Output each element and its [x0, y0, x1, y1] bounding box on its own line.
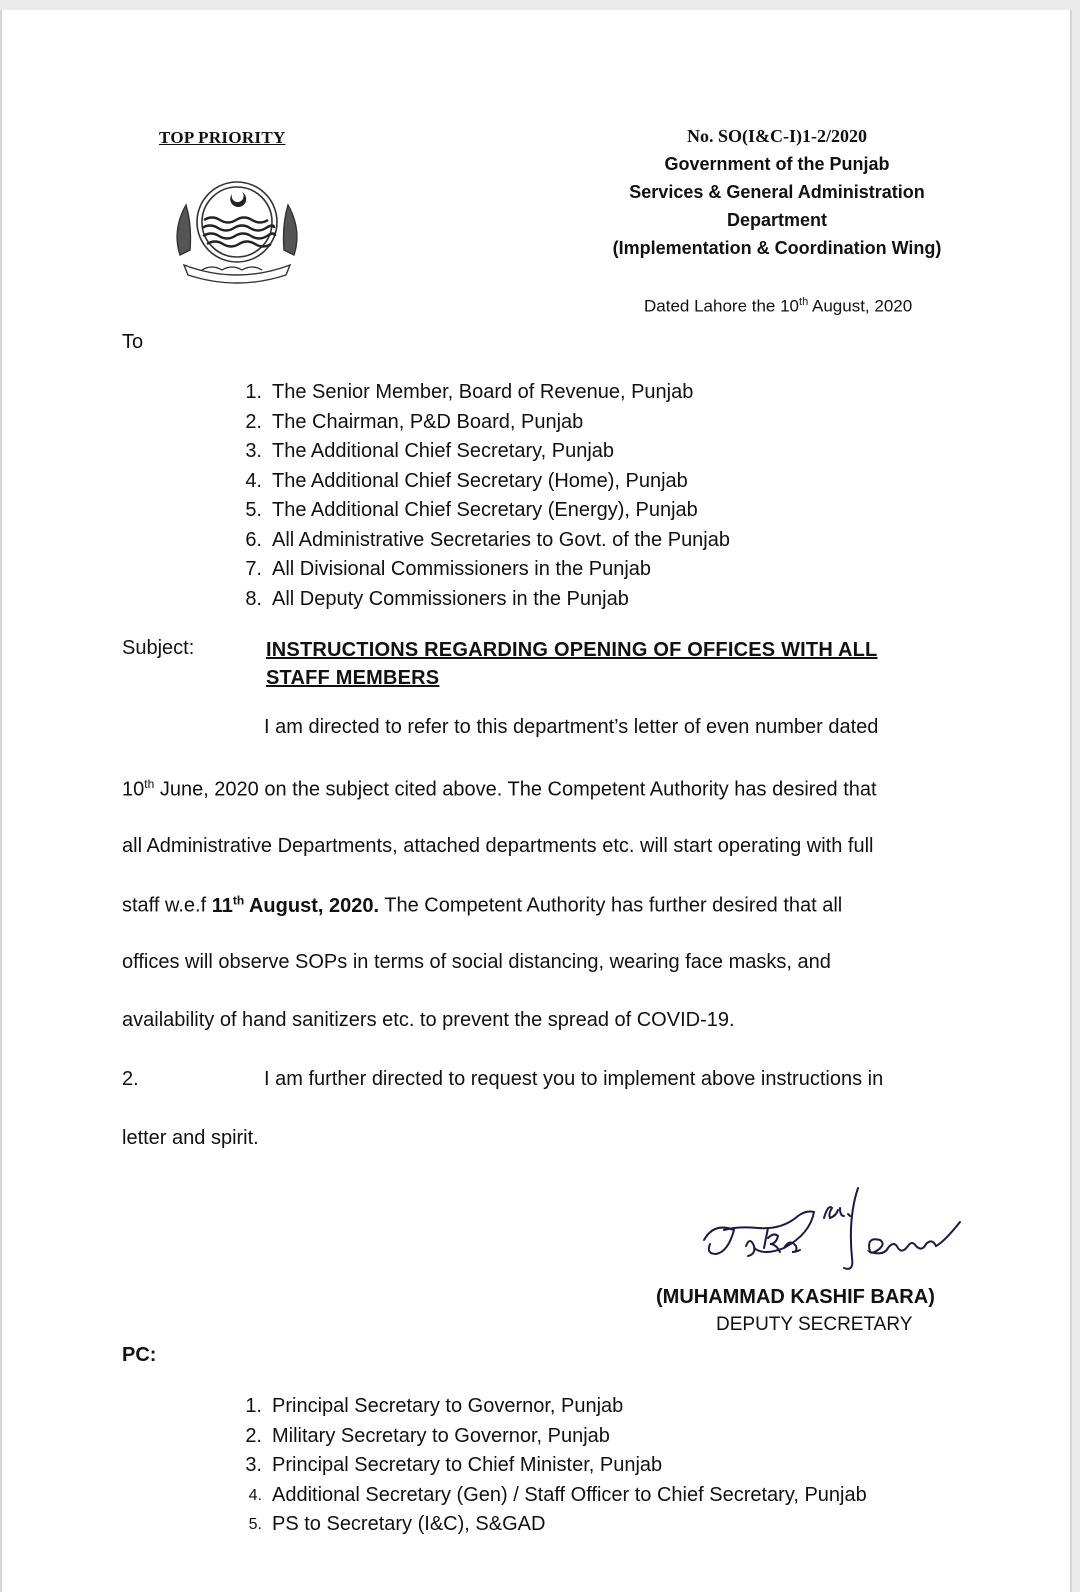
subject-line1: INSTRUCTIONS REGARDING OPENING OF OFFICES WITH ALL: [266, 639, 878, 661]
government-name: Government of the Punjab: [664, 154, 890, 174]
list-item: 5. PS to Secretary (I&C), S&GAD: [248, 1513, 546, 1535]
body-line: staff w.e.f 11th August, 2020. The Competent Authority has further desired that all: [122, 893, 843, 917]
list-item: 5. The Additional Chief Secretary (Energy), Punjab: [245, 499, 698, 521]
paragraph-number: 2.: [122, 1068, 139, 1090]
body-line: I am directed to refer to this department’s letter of even number dated: [264, 716, 879, 738]
body-line: all Administrative Departments, attached departments etc. will start operating with full: [122, 835, 874, 857]
date-line: [644, 296, 912, 317]
subject-line2: STAFF MEMBERS: [266, 667, 440, 689]
date-suffix: August, 2020: [808, 296, 913, 316]
list-item: 8. All Deputy Commissioners in the Punjab: [245, 587, 629, 610]
letter-page: [0, 10, 1072, 1592]
date-suffix-sup: th: [799, 296, 809, 308]
recipient-list: [224, 378, 730, 614]
copy-list: [224, 1392, 867, 1540]
date-prefix: Dated Lahore the 10: [644, 296, 800, 316]
wing-name: (Implementation & Coordination Wing): [612, 238, 942, 258]
subject-text: [266, 636, 1036, 692]
letterhead: [562, 122, 992, 262]
reference-number: No. SO(I&C-I)1-2/2020: [687, 126, 867, 146]
effective-date: 11th August, 2020.: [211, 893, 380, 917]
list-item: 2. The Chairman, P&D Board, Punjab: [245, 410, 584, 433]
body-line: 10th June, 2020 on the subject cited above. The Competent Authority has desired that: [122, 777, 877, 801]
list-item: 4. The Additional Chief Secretary (Home), Punjab: [245, 469, 688, 492]
signatory-title: DEPUTY SECRETARY: [716, 1314, 913, 1335]
handwritten-signature: [694, 1178, 984, 1288]
body-line: letter and spirit.: [122, 1127, 259, 1149]
list-item: 2. Military Secretary to Governor, Punjab: [245, 1424, 610, 1447]
list-item: 1. Principal Secretary to Governor, Punjab: [245, 1395, 624, 1417]
list-item: 3. The Additional Chief Secretary, Punjab: [245, 440, 615, 462]
top-priority-label: TOP PRIORITY: [159, 128, 286, 147]
body-line: I am further directed to request you to implement above instructions in: [264, 1068, 884, 1090]
signatory-name: (MUHAMMAD KASHIF BARA): [656, 1286, 935, 1308]
list-item: 7. All Divisional Commissioners in the Punjab: [245, 558, 652, 580]
list-item: 6. All Administrative Secretaries to Govt. of the Punjab: [245, 528, 730, 551]
body-line: availability of hand sanitizers etc. to prevent the spread of COVID-19.: [122, 1009, 735, 1031]
list-item: 4. Additional Secretary (Gen) / Staff Officer to Chief Secretary, Punjab: [248, 1483, 867, 1506]
body-line: offices will observe SOPs in terms of social distancing, wearing face masks, and: [122, 951, 831, 973]
to-label: To: [122, 331, 144, 353]
pc-label: PC:: [122, 1344, 157, 1366]
list-item: 1. The Senior Member, Board of Revenue, Punjab: [245, 381, 694, 403]
subject-label: Subject:: [122, 637, 195, 659]
punjab-government-crest-icon: [162, 170, 312, 295]
list-item: 3. Principal Secretary to Chief Minister, Punjab: [245, 1454, 663, 1476]
department-name-line2: Department: [726, 210, 828, 230]
department-name-line1: Services & General Administration: [629, 182, 925, 202]
